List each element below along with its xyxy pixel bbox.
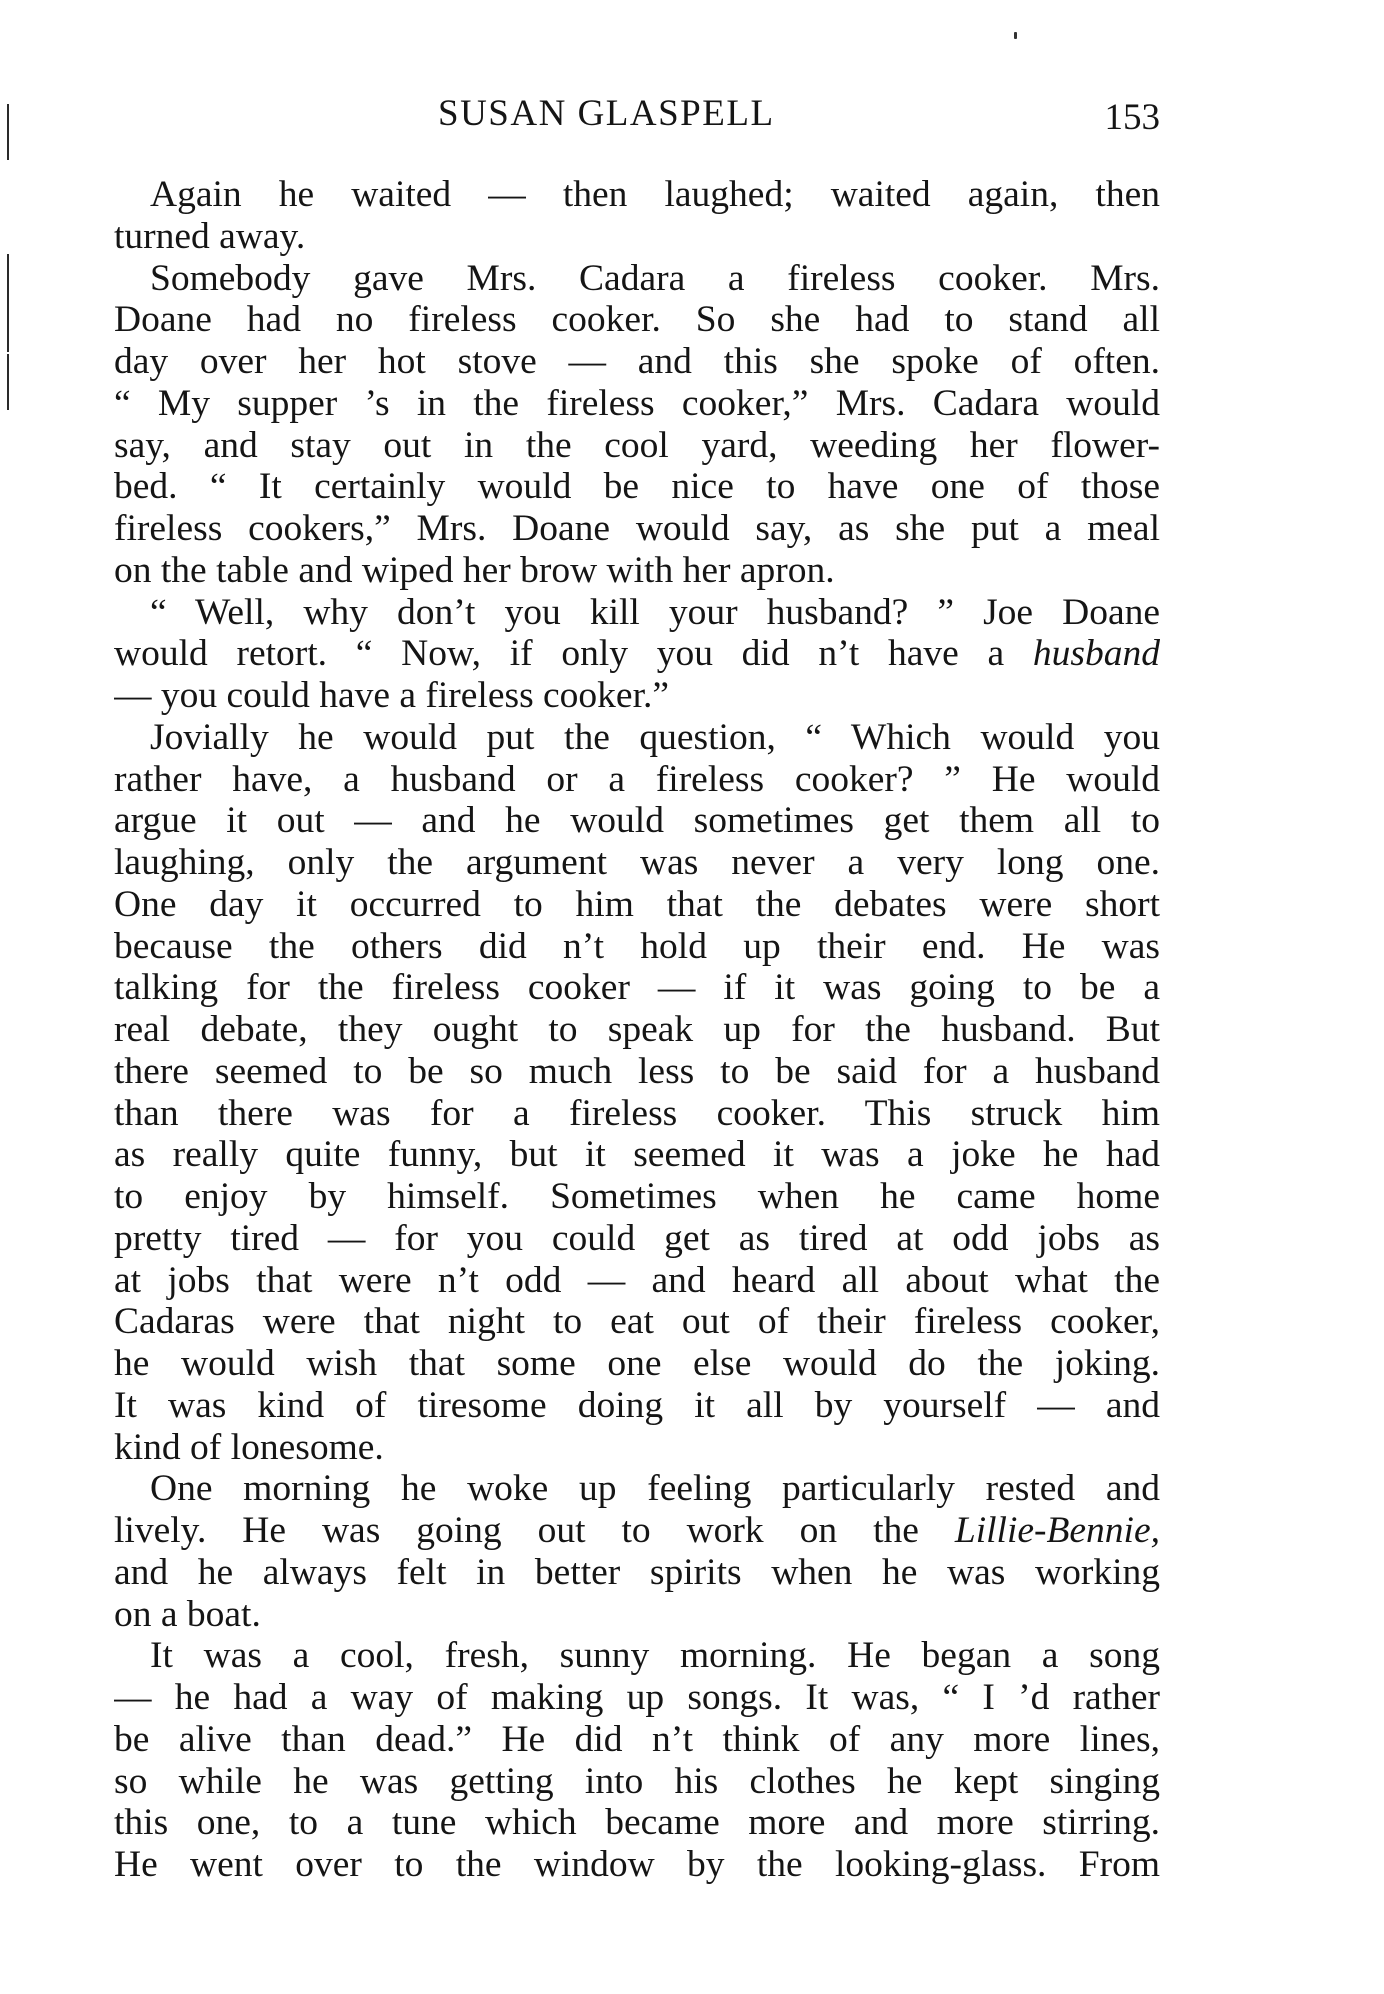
- text-line: because the others did n’t hold up their end. He was: [114, 925, 1160, 967]
- text-line: — you could have a fireless cooker.”: [114, 675, 670, 716]
- text-line: be alive than dead.” He did n’t think of any more lines,: [114, 1718, 1160, 1760]
- text-line: on a boat.: [114, 1593, 261, 1635]
- text-line: laughing, only the argument was never a very long one.: [114, 842, 1160, 883]
- text-line: as really quite funny, but it seemed it was a joke he had: [114, 1134, 1160, 1176]
- text-line: Again he waited — then laughed; waited again, then: [150, 174, 1160, 215]
- margin-rule-top: [7, 104, 9, 160]
- margin-rule-bottom: [7, 354, 9, 410]
- italic-boat-name: Lillie-Bennie,: [954, 1510, 1160, 1551]
- text-line: Doane had no fireless cooker. So she had to stand all: [114, 299, 1160, 341]
- text-line: than there was for a fireless cooker. This struck him: [114, 1092, 1160, 1134]
- text-line: pretty tired — for you could get as tired at odd jobs as: [114, 1217, 1160, 1259]
- text-line: [114, 1510, 1160, 1552]
- text-line: Somebody gave Mrs. Cadara a fireless cooker. Mrs.: [150, 257, 1160, 299]
- text-line: “ My supper ’s in the fireless cooker,” Mrs. Cadara would: [114, 382, 1160, 424]
- text-line: and he always felt in better spirits when he was working: [114, 1551, 1160, 1593]
- text-line: “ Well, why don’t you kill your husband? ” Joe Doane: [150, 591, 1160, 633]
- italic-word: husband: [1032, 633, 1160, 675]
- text-line: say, and stay out in the cool yard, weeding her flower-: [114, 424, 1160, 466]
- text-line: turned away.: [114, 215, 306, 257]
- text-line: fireless cookers,” Mrs. Doane would say, as she put a meal: [114, 508, 1160, 549]
- text-line: Cadaras were that night to eat out of their fireless cooker,: [114, 1301, 1160, 1343]
- text-line: this one, to a tune which became more and more stirring.: [114, 1802, 1160, 1844]
- text-line: — he had a way of making up songs. It was, “ I ’d rather: [114, 1677, 1160, 1718]
- text-segment: would retort. “ Now, if only you did n’t have a: [114, 633, 1033, 675]
- body-text: [114, 174, 1160, 1886]
- text-line: talking for the fireless cooker — if it was going to be a: [114, 967, 1160, 1009]
- text-line: rather have, a husband or a fireless cooker? ” He would: [114, 758, 1160, 800]
- text-line: at jobs that were n’t odd — and heard all about what the: [114, 1259, 1160, 1301]
- text-line: real debate, they ought to speak up for the husband. But: [114, 1009, 1160, 1050]
- text-line: It was kind of tiresome doing it all by yourself — and: [114, 1384, 1160, 1426]
- text-line: It was a cool, fresh, sunny morning. He began a song: [150, 1635, 1160, 1677]
- text-line: [114, 633, 1160, 675]
- text-line: Jovially he would put the question, “ Which would you: [150, 716, 1160, 758]
- text-line: He went over to the window by the looking-glass. From: [114, 1844, 1160, 1885]
- text-line: bed. “ It certainly would be nice to have one of those: [114, 466, 1160, 508]
- text-line: on the table and wiped her brow with her apron.: [114, 549, 835, 591]
- text-line: there seemed to be so much less to be said for a husband: [114, 1050, 1160, 1092]
- text-line: to enjoy by himself. Sometimes when he came home: [114, 1176, 1160, 1217]
- text-line: One morning he woke up feeling particularly rested and: [150, 1468, 1160, 1510]
- text-line: so while he was getting into his clothes he kept singing: [114, 1760, 1160, 1802]
- page-number: 153: [1104, 97, 1160, 138]
- text-segment: lively. He was going out to work on the: [114, 1510, 955, 1551]
- text-line: day over her hot stove — and this she spoke of often.: [114, 341, 1160, 382]
- text-line: argue it out — and he would sometimes get them all to: [114, 800, 1160, 842]
- margin-rule-middle: [7, 254, 9, 352]
- running-head: [438, 92, 1160, 148]
- text-line: he would wish that some one else would do the joking.: [114, 1343, 1160, 1384]
- running-title: SUSAN GLASPELL: [438, 93, 775, 134]
- text-line: kind of lonesome.: [114, 1426, 384, 1468]
- text-line: One day it occurred to him that the debates were short: [114, 883, 1160, 925]
- ink-speck: [1014, 32, 1017, 39]
